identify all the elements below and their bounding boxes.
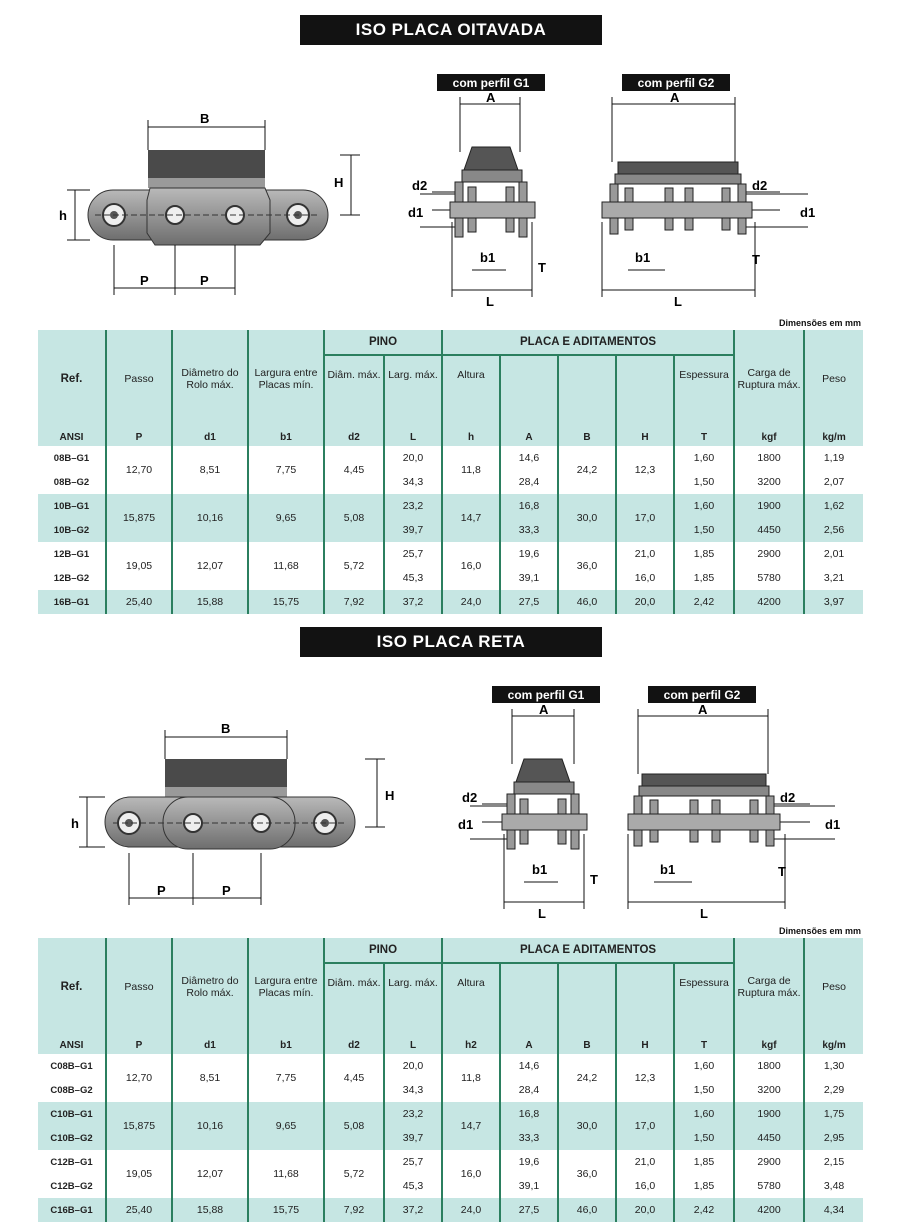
cell-d1: 10,16	[172, 1102, 248, 1150]
ref-cell: 10B–G1	[38, 494, 106, 518]
cell-L: 37,2	[384, 1198, 442, 1222]
ref-cell: C10B–G1	[38, 1102, 106, 1126]
cell-A: 27,5	[500, 1198, 558, 1222]
dim-b1-g1-2: b1	[532, 862, 548, 877]
cell-kgm: 3,21	[804, 566, 863, 590]
cell-kgf: 1800	[734, 446, 804, 470]
cell-H: 16,0	[616, 1174, 674, 1198]
header-pino: PINO	[324, 938, 442, 963]
dim-d2-g2: d2	[752, 178, 768, 193]
unit-kgm: kg/m	[804, 428, 863, 446]
cell-kgm: 2,95	[804, 1126, 863, 1150]
ref-cell: 16B–G1	[38, 590, 106, 614]
side-view-octagonal-diagram	[55, 105, 385, 300]
cell-H: 20,0	[616, 1198, 674, 1222]
cell-L: 39,7	[384, 518, 442, 542]
side-view-straight-diagram	[65, 715, 405, 910]
unit-B: B	[558, 428, 616, 446]
dim-L-g1: L	[486, 294, 494, 309]
front-view-g2-diagram	[590, 92, 830, 307]
header-largura: Largura entre Placas mín.	[248, 938, 324, 1036]
cell-T: 1,85	[674, 1174, 734, 1198]
unit-h2: h2	[442, 1036, 500, 1054]
unit-d1: d1	[172, 1036, 248, 1054]
ref-cell: 12B–G2	[38, 566, 106, 590]
cell-kgf: 2900	[734, 542, 804, 566]
dim-P-label-2: P	[200, 273, 209, 288]
unit-A: A	[500, 428, 558, 446]
cell-h: 16,0	[442, 542, 500, 590]
cell-T: 1,85	[674, 566, 734, 590]
dim-H-label-2: H	[385, 788, 395, 803]
unit-H: H	[616, 428, 674, 446]
header-espessura: Espessura	[674, 355, 734, 428]
cell-B: 30,0	[558, 1102, 616, 1150]
cell-d2: 5,08	[324, 1102, 384, 1150]
cell-kgf: 4200	[734, 590, 804, 614]
cell-h: 24,0	[442, 590, 500, 614]
cell-kgf: 5780	[734, 1174, 804, 1198]
cell-h: 14,7	[442, 494, 500, 542]
header-diam-pino: Diâm. máx.	[324, 355, 384, 428]
cell-L: 45,3	[384, 566, 442, 590]
cell-A: 39,1	[500, 1174, 558, 1198]
unit-L: L	[384, 1036, 442, 1054]
cell-kgm: 2,15	[804, 1150, 863, 1174]
header-placa: PLACA E ADITAMENTOS	[442, 938, 734, 963]
header-pino: PINO	[324, 330, 442, 355]
unit-b1: b1	[248, 1036, 324, 1054]
dim-T-g1-2: T	[590, 872, 598, 887]
cell-d1: 15,88	[172, 1198, 248, 1222]
header-carga: Carga de Ruptura máx.	[734, 938, 804, 1036]
cell-d2: 7,92	[324, 590, 384, 614]
dim-b1-g2-2: b1	[660, 862, 676, 877]
cell-T: 1,60	[674, 446, 734, 470]
cell-A: 28,4	[500, 470, 558, 494]
cell-b1: 11,68	[248, 542, 324, 590]
cell-d2: 4,45	[324, 1054, 384, 1102]
front-view-g1-diagram	[410, 92, 560, 307]
unit-T: T	[674, 428, 734, 446]
ref-cell: C10B–G2	[38, 1126, 106, 1150]
dim-h-label: h	[59, 208, 67, 223]
dim-d1-g1-2: d1	[458, 817, 474, 832]
dim-h-label-2: h	[71, 816, 79, 831]
dim-P-label: P	[140, 273, 149, 288]
dim-P-label-3: P	[157, 883, 166, 898]
header-largura: Largura entre Placas mín.	[248, 330, 324, 428]
cell-kgm: 1,19	[804, 446, 863, 470]
cell-h: 16,0	[442, 1150, 500, 1198]
cell-kgf: 1900	[734, 1102, 804, 1126]
dim-d1-g1: d1	[408, 205, 424, 220]
cell-p: 19,05	[106, 1150, 172, 1198]
header-espessura: Espessura	[674, 963, 734, 1036]
spec-table-octagonal	[38, 330, 863, 614]
cell-b1: 15,75	[248, 1198, 324, 1222]
unit-ansi: ANSI	[38, 428, 106, 446]
cell-kgm: 3,48	[804, 1174, 863, 1198]
cell-H: 17,0	[616, 1102, 674, 1150]
dim-L-g2: L	[674, 294, 682, 309]
unit-T: T	[674, 1036, 734, 1054]
cell-B: 36,0	[558, 1150, 616, 1198]
unit-kgf: kgf	[734, 428, 804, 446]
unit-kgm: kg/m	[804, 1036, 863, 1054]
cell-T: 1,50	[674, 1126, 734, 1150]
cell-A: 33,3	[500, 1126, 558, 1150]
dim-B-label: B	[200, 111, 210, 126]
cell-kgm: 1,62	[804, 494, 863, 518]
header-diam-rolo: Diâmetro do Rolo máx.	[172, 330, 248, 428]
cell-d2: 5,72	[324, 1150, 384, 1198]
header-diam-rolo: Diâmetro do Rolo máx.	[172, 938, 248, 1036]
cell-H: 12,3	[616, 446, 674, 494]
cell-d1: 8,51	[172, 1054, 248, 1102]
cell-h: 11,8	[442, 1054, 500, 1102]
dim-A-g2-2: A	[698, 702, 708, 717]
cell-p: 15,875	[106, 1102, 172, 1150]
cell-d2: 4,45	[324, 446, 384, 494]
header-passo: Passo	[106, 938, 172, 1036]
dim-T-g1: T	[538, 260, 546, 275]
unit-L: L	[384, 428, 442, 446]
cell-p: 12,70	[106, 446, 172, 494]
cell-d2: 5,72	[324, 542, 384, 590]
header-altura: Altura	[442, 963, 500, 1036]
cell-L: 45,3	[384, 1174, 442, 1198]
unit-B: B	[558, 1036, 616, 1054]
cell-p: 15,875	[106, 494, 172, 542]
cell-L: 34,3	[384, 1078, 442, 1102]
cell-L: 25,7	[384, 542, 442, 566]
cell-b1: 9,65	[248, 1102, 324, 1150]
cell-kgf: 1900	[734, 494, 804, 518]
ref-cell: C12B–G1	[38, 1150, 106, 1174]
cell-B: 46,0	[558, 1198, 616, 1222]
unit-p: P	[106, 428, 172, 446]
spec-table-straight	[38, 938, 863, 1222]
label-g2-2: com perfil G2	[648, 686, 756, 703]
cell-A: 28,4	[500, 1078, 558, 1102]
cell-kgf: 4450	[734, 518, 804, 542]
ref-cell: C08B–G2	[38, 1078, 106, 1102]
cell-T: 2,42	[674, 590, 734, 614]
header-larg-pino: Larg. máx.	[384, 355, 442, 428]
header-peso: Peso	[804, 330, 863, 428]
dim-L-g1-2: L	[538, 906, 546, 921]
cell-kgm: 2,29	[804, 1078, 863, 1102]
cell-b1: 15,75	[248, 590, 324, 614]
cell-b1: 11,68	[248, 1150, 324, 1198]
cell-b1: 7,75	[248, 1054, 324, 1102]
cell-d1: 10,16	[172, 494, 248, 542]
cell-B: 24,2	[558, 1054, 616, 1102]
cell-A: 16,8	[500, 494, 558, 518]
cell-d2: 7,92	[324, 1198, 384, 1222]
cell-p: 25,40	[106, 590, 172, 614]
cell-d1: 15,88	[172, 590, 248, 614]
cell-A: 39,1	[500, 566, 558, 590]
cell-T: 1,50	[674, 1078, 734, 1102]
cell-L: 23,2	[384, 1102, 442, 1126]
unit-H: H	[616, 1036, 674, 1054]
cell-T: 1,60	[674, 494, 734, 518]
cell-p: 25,40	[106, 1198, 172, 1222]
cell-B: 30,0	[558, 494, 616, 542]
cell-A: 14,6	[500, 446, 558, 470]
cell-kgf: 4450	[734, 1126, 804, 1150]
cell-L: 37,2	[384, 590, 442, 614]
cell-h: 11,8	[442, 446, 500, 494]
cell-T: 1,50	[674, 518, 734, 542]
cell-B: 46,0	[558, 590, 616, 614]
cell-kgm: 1,30	[804, 1054, 863, 1078]
cell-h: 24,0	[442, 1198, 500, 1222]
ref-cell: 12B–G1	[38, 542, 106, 566]
unit-ansi: ANSI	[38, 1036, 106, 1054]
dim-d2-g1-2: d2	[462, 790, 478, 805]
front-view-g1-diagram-2	[460, 704, 610, 919]
dim-T-g2-2: T	[778, 864, 786, 879]
dim-b1-g1: b1	[480, 250, 496, 265]
cell-A: 27,5	[500, 590, 558, 614]
cell-kgm: 3,97	[804, 590, 863, 614]
unit-d1: d1	[172, 428, 248, 446]
front-view-g2-diagram-2	[620, 704, 860, 919]
dim-L-g2-2: L	[700, 906, 708, 921]
dim-d1-g2-2: d1	[825, 817, 841, 832]
unit-b1: b1	[248, 428, 324, 446]
unit-d2: d2	[324, 428, 384, 446]
unit-p: P	[106, 1036, 172, 1054]
header-passo: Passo	[106, 330, 172, 428]
dim-A-g2: A	[670, 90, 680, 105]
cell-H: 12,3	[616, 1054, 674, 1102]
cell-H: 17,0	[616, 494, 674, 542]
dims-note-1: Dimensões em mm	[778, 318, 861, 328]
header-larg-pino: Larg. máx.	[384, 963, 442, 1036]
section1-title: ISO PLACA OITAVADA	[300, 15, 602, 45]
ref-cell: C08B–G1	[38, 1054, 106, 1078]
cell-kgf: 3200	[734, 1078, 804, 1102]
cell-A: 14,6	[500, 1054, 558, 1078]
header-peso: Peso	[804, 938, 863, 1036]
cell-T: 1,85	[674, 542, 734, 566]
cell-T: 1,50	[674, 470, 734, 494]
cell-kgf: 2900	[734, 1150, 804, 1174]
cell-kgf: 3200	[734, 470, 804, 494]
label-g1-2: com perfil G1	[492, 686, 600, 703]
cell-b1: 7,75	[248, 446, 324, 494]
cell-L: 39,7	[384, 1126, 442, 1150]
cell-kgf: 1800	[734, 1054, 804, 1078]
unit-d2: d2	[324, 1036, 384, 1054]
cell-kgf: 5780	[734, 566, 804, 590]
cell-L: 20,0	[384, 1054, 442, 1078]
header-diam-pino: Diâm. máx.	[324, 963, 384, 1036]
header-ref: Ref.	[38, 938, 106, 1036]
cell-H: 21,0	[616, 1150, 674, 1174]
dim-d2-g1: d2	[412, 178, 428, 193]
cell-p: 19,05	[106, 542, 172, 590]
cell-L: 25,7	[384, 1150, 442, 1174]
section2-title: ISO PLACA RETA	[300, 627, 602, 657]
dim-H-label: H	[334, 175, 344, 190]
header-ref: Ref.	[38, 330, 106, 428]
ref-cell: C12B–G2	[38, 1174, 106, 1198]
cell-d1: 8,51	[172, 446, 248, 494]
cell-A: 16,8	[500, 1102, 558, 1126]
header-placa: PLACA E ADITAMENTOS	[442, 330, 734, 355]
cell-T: 1,85	[674, 1150, 734, 1174]
cell-kgm: 2,01	[804, 542, 863, 566]
ref-cell: 08B–G1	[38, 446, 106, 470]
cell-A: 19,6	[500, 1150, 558, 1174]
dims-note-2: Dimensões em mm	[778, 926, 861, 936]
dim-d2-g2-2: d2	[780, 790, 796, 805]
cell-kgf: 4200	[734, 1198, 804, 1222]
cell-d2: 5,08	[324, 494, 384, 542]
cell-H: 20,0	[616, 590, 674, 614]
unit-h: h	[442, 428, 500, 446]
cell-d1: 12,07	[172, 542, 248, 590]
cell-kgm: 4,34	[804, 1198, 863, 1222]
cell-T: 2,42	[674, 1198, 734, 1222]
dim-A-g1-2: A	[539, 702, 549, 717]
cell-H: 21,0	[616, 542, 674, 566]
ref-cell: 10B–G2	[38, 518, 106, 542]
cell-kgm: 2,07	[804, 470, 863, 494]
ref-cell: 08B–G2	[38, 470, 106, 494]
cell-A: 19,6	[500, 542, 558, 566]
cell-kgm: 2,56	[804, 518, 863, 542]
cell-kgm: 1,75	[804, 1102, 863, 1126]
cell-L: 23,2	[384, 494, 442, 518]
cell-H: 16,0	[616, 566, 674, 590]
dim-P-label-4: P	[222, 883, 231, 898]
label-g2: com perfil G2	[622, 74, 730, 91]
cell-L: 20,0	[384, 446, 442, 470]
cell-B: 36,0	[558, 542, 616, 590]
cell-d1: 12,07	[172, 1150, 248, 1198]
header-altura: Altura	[442, 355, 500, 428]
cell-T: 1,60	[674, 1054, 734, 1078]
cell-B: 24,2	[558, 446, 616, 494]
cell-p: 12,70	[106, 1054, 172, 1102]
cell-A: 33,3	[500, 518, 558, 542]
cell-T: 1,60	[674, 1102, 734, 1126]
dim-B-label-2: B	[221, 721, 231, 736]
label-g1: com perfil G1	[437, 74, 545, 91]
ref-cell: C16B–G1	[38, 1198, 106, 1222]
unit-A: A	[500, 1036, 558, 1054]
cell-b1: 9,65	[248, 494, 324, 542]
dim-d1-g2: d1	[800, 205, 816, 220]
cell-h: 14,7	[442, 1102, 500, 1150]
unit-kgf: kgf	[734, 1036, 804, 1054]
header-carga: Carga de Ruptura máx.	[734, 330, 804, 428]
dim-A-g1: A	[486, 90, 496, 105]
dim-T-g2: T	[752, 252, 760, 267]
cell-L: 34,3	[384, 470, 442, 494]
dim-b1-g2: b1	[635, 250, 651, 265]
